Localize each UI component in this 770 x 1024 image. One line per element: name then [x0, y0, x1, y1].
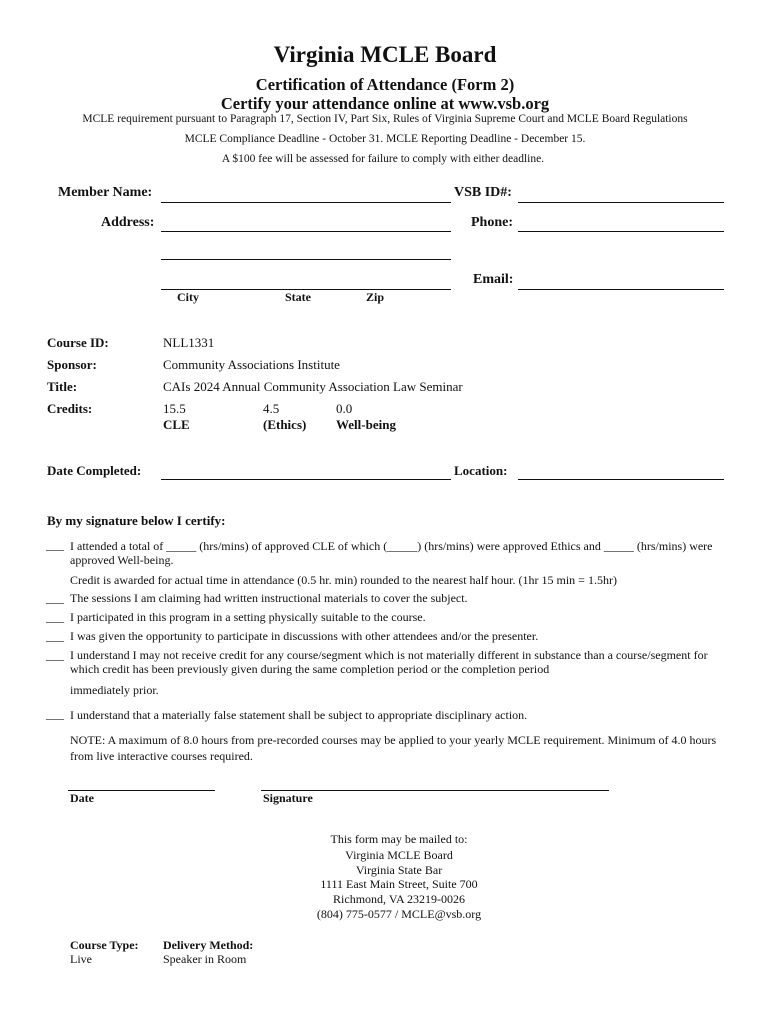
sponsor-label: Sponsor:: [47, 357, 97, 372]
course-id-value: NLL1331: [163, 335, 215, 350]
item6-text: I understand that a materially false statement shall be subject to appropriate disciplinary action.: [70, 708, 528, 722]
email-field[interactable]: [518, 289, 724, 290]
note-text: NOTE: A maximum of 8.0 hours from pre-recorded courses may be applied to your yearly MCLE requirement. Minimum of 4.0 hours from live interactive courses required.: [70, 733, 717, 763]
certify-heading: By my signature below I certify:: [47, 513, 226, 528]
sponsor-value: Community Associations Institute: [163, 357, 340, 372]
ethics-credit-label: (Ethics): [263, 417, 307, 432]
item2-blank[interactable]: ___: [46, 591, 64, 605]
location-field[interactable]: [518, 479, 724, 480]
ethics-credit-value: 4.5: [263, 401, 280, 416]
mail-line-2: Virginia MCLE Board: [345, 848, 453, 862]
deadline-text: MCLE Compliance Deadline - October 31. MCLE Reporting Deadline - December 15.: [184, 133, 586, 145]
fee-text: A $100 fee will be assessed for failure to comply with either deadline.: [221, 153, 545, 165]
date-completed-field[interactable]: [161, 479, 451, 480]
zip-caption: Zip: [366, 290, 385, 304]
delivery-method-label: Delivery Method:: [163, 938, 254, 952]
city-caption: City: [177, 290, 199, 304]
item2-text: The sessions I am claiming had written instructional materials to cover the subject.: [70, 591, 468, 605]
title-value: CAIs 2024 Annual Community Association Law Seminar: [163, 379, 463, 394]
item1-text: I attended a total of _____ (hrs/mins) of approved CLE of which (_____) (hrs/mins) were approved Ethics and _____ (hrs/mins) were approved Well-being.: [70, 539, 713, 567]
item6-blank[interactable]: ___: [46, 707, 64, 721]
state-caption: State: [285, 290, 311, 304]
item4-text: I was given the opportunity to participate in discussions with other attendees and/or the presenter.: [70, 629, 539, 643]
item5-blank[interactable]: ___: [46, 648, 64, 662]
course-id-label: Course ID:: [47, 335, 109, 350]
delivery-method-value: Speaker in Room: [163, 952, 247, 966]
course-type-label: Course Type:: [70, 938, 139, 952]
mail-line-5: Richmond, VA 23219-0026: [333, 892, 465, 906]
wellbeing-credit-label: Well-being: [336, 417, 396, 432]
item1-blank[interactable]: ___: [46, 538, 64, 552]
member-name-label: Member Name:: [58, 185, 153, 200]
item5-text: I understand I may not receive credit for any course/segment which is not materially different in substance than a course/segment for which credit has been previously given during the same completion period or the completion period: [70, 648, 708, 676]
title-label: Title:: [47, 379, 78, 394]
mail-line-1: This form may be mailed to:: [330, 832, 468, 846]
address-field-2[interactable]: [161, 259, 451, 260]
address-field-1[interactable]: [161, 231, 451, 232]
vsb-id-label: VSB ID#:: [454, 185, 512, 200]
online-notice: Certify your attendance online at www.vsb.org: [220, 94, 550, 113]
form-subtitle: Certification of Attendance (Form 2): [255, 75, 515, 94]
cle-credit-label: CLE: [163, 417, 190, 432]
signature-field[interactable]: [261, 790, 609, 791]
address-label: Address:: [101, 215, 155, 230]
date-caption: Date: [70, 791, 94, 805]
item3-blank[interactable]: ___: [46, 610, 64, 624]
member-name-field[interactable]: [161, 202, 451, 203]
mail-line-4: 1111 East Main Street, Suite 700: [320, 877, 478, 891]
email-label: Email:: [473, 272, 514, 287]
phone-field[interactable]: [518, 231, 724, 232]
requirement-text: MCLE requirement pursuant to Paragraph 17, Section IV, Part Six, Rules of Virginia Supreme Court and MCLE Board Regulations: [82, 113, 688, 125]
item3-text: I participated in this program in a setting physically suitable to the course.: [70, 610, 426, 624]
course-type-value: Live: [70, 952, 92, 966]
item4-blank[interactable]: ___: [46, 629, 64, 643]
date-completed-label: Date Completed:: [47, 463, 142, 478]
location-label: Location:: [454, 463, 508, 478]
mail-line-6: (804) 775-0577 / MCLE@vsb.org: [316, 907, 482, 921]
phone-label: Phone:: [471, 215, 513, 230]
credit-note: Credit is awarded for actual time in attendance (0.5 hr. min) rounded to the nearest half hour. (1hr 15 min = 1.5hr): [70, 573, 617, 587]
signature-caption: Signature: [263, 791, 313, 805]
credits-label: Credits:: [47, 401, 93, 416]
mail-line-3: Virginia State Bar: [355, 863, 443, 877]
item5-continuation: immediately prior.: [70, 683, 159, 697]
wellbeing-credit-value: 0.0: [336, 401, 353, 416]
page-title: Virginia MCLE Board: [273, 42, 497, 67]
vsb-id-field[interactable]: [518, 202, 724, 203]
cle-credit-value: 15.5: [163, 401, 186, 416]
